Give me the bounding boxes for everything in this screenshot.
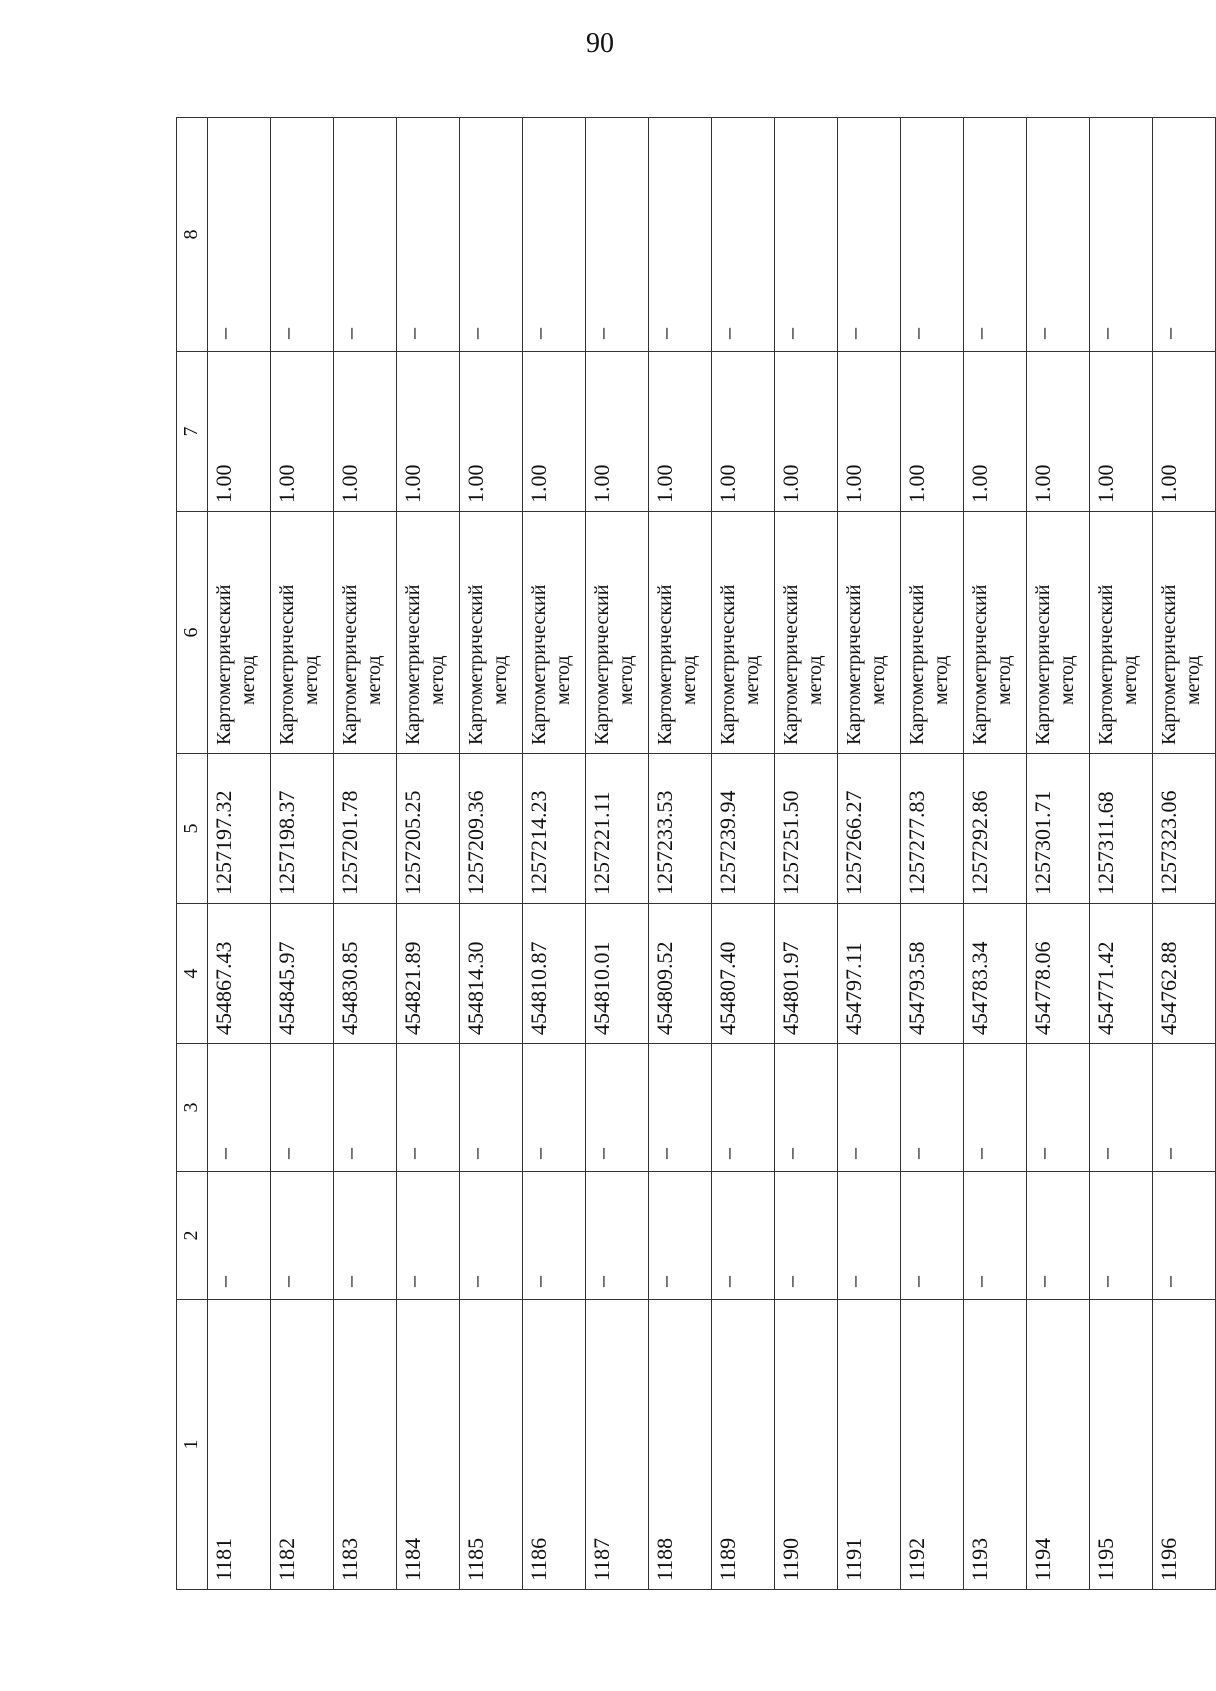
table-row bbox=[586, 118, 649, 1590]
method-line-1: Картометрический bbox=[1032, 584, 1054, 745]
point-number-cell: 1182 bbox=[271, 1300, 334, 1590]
y-coordinate-cell: 1257197.32 bbox=[208, 754, 271, 904]
y-coordinate-cell: 1257266.27 bbox=[838, 754, 901, 904]
point-number-cell: 1195 bbox=[1090, 1300, 1153, 1590]
x-coordinate-cell: 454814.30 bbox=[460, 904, 523, 1044]
column-8-cell: – bbox=[649, 118, 712, 352]
method-cell bbox=[334, 512, 397, 754]
column-header: 3 bbox=[177, 1044, 208, 1172]
y-coordinate-cell: 1257277.83 bbox=[901, 754, 964, 904]
method-line-1: Картометрический bbox=[591, 584, 613, 745]
column-8-cell: – bbox=[775, 118, 838, 352]
y-coordinate-cell: 1257233.53 bbox=[649, 754, 712, 904]
method-line-1: Картометрический bbox=[843, 584, 865, 745]
column-3-cell: – bbox=[208, 1044, 271, 1172]
column-header: 1 bbox=[177, 1300, 208, 1590]
table-row bbox=[649, 118, 712, 1590]
accuracy-cell: 1.00 bbox=[901, 352, 964, 512]
accuracy-cell: 1.00 bbox=[208, 352, 271, 512]
y-coordinate-cell: 1257198.37 bbox=[271, 754, 334, 904]
x-coordinate-cell: 454807.40 bbox=[712, 904, 775, 1044]
column-8-cell: – bbox=[460, 118, 523, 352]
column-3-cell: – bbox=[901, 1044, 964, 1172]
x-coordinate-cell: 454867.43 bbox=[208, 904, 271, 1044]
x-coordinate-cell: 454797.11 bbox=[838, 904, 901, 1044]
column-8-cell: – bbox=[271, 118, 334, 352]
table-row bbox=[334, 118, 397, 1590]
y-coordinate-cell: 1257239.94 bbox=[712, 754, 775, 904]
y-coordinate-cell: 1257214.23 bbox=[523, 754, 586, 904]
method-line-2: метод bbox=[489, 655, 511, 705]
accuracy-cell: 1.00 bbox=[397, 352, 460, 512]
x-coordinate-cell: 454810.01 bbox=[586, 904, 649, 1044]
point-number-cell: 1194 bbox=[1027, 1300, 1090, 1590]
column-2-cell: – bbox=[460, 1172, 523, 1300]
column-8-cell: – bbox=[208, 118, 271, 352]
method-line-1: Картометрический bbox=[906, 584, 928, 745]
table-row bbox=[397, 118, 460, 1590]
column-8-cell: – bbox=[1153, 118, 1216, 352]
point-number-cell: 1189 bbox=[712, 1300, 775, 1590]
accuracy-cell: 1.00 bbox=[838, 352, 901, 512]
method-cell bbox=[649, 512, 712, 754]
column-3-cell: – bbox=[397, 1044, 460, 1172]
y-coordinate-cell: 1257301.71 bbox=[1027, 754, 1090, 904]
column-3-cell: – bbox=[460, 1044, 523, 1172]
point-number-cell: 1190 bbox=[775, 1300, 838, 1590]
table-row bbox=[712, 118, 775, 1590]
column-3-cell: – bbox=[334, 1044, 397, 1172]
accuracy-cell: 1.00 bbox=[1027, 352, 1090, 512]
point-number-cell: 1183 bbox=[334, 1300, 397, 1590]
column-2-cell: – bbox=[838, 1172, 901, 1300]
column-8-cell: – bbox=[1090, 118, 1153, 352]
column-2-cell: – bbox=[1027, 1172, 1090, 1300]
method-line-1: Картометрический bbox=[528, 584, 550, 745]
column-8-cell: – bbox=[523, 118, 586, 352]
column-2-cell: – bbox=[586, 1172, 649, 1300]
table-header-row bbox=[177, 118, 208, 1590]
accuracy-cell: 1.00 bbox=[460, 352, 523, 512]
y-coordinate-cell: 1257201.78 bbox=[334, 754, 397, 904]
accuracy-cell: 1.00 bbox=[1090, 352, 1153, 512]
method-line-1: Картометрический bbox=[969, 584, 991, 745]
method-cell bbox=[775, 512, 838, 754]
y-coordinate-cell: 1257209.36 bbox=[460, 754, 523, 904]
rotated-table-frame bbox=[176, 118, 1204, 1590]
x-coordinate-cell: 454762.88 bbox=[1153, 904, 1216, 1044]
table-row bbox=[208, 118, 271, 1590]
method-line-2: метод bbox=[426, 655, 448, 705]
x-coordinate-cell: 454801.97 bbox=[775, 904, 838, 1044]
column-3-cell: – bbox=[712, 1044, 775, 1172]
method-cell bbox=[838, 512, 901, 754]
column-header: 6 bbox=[177, 512, 208, 754]
accuracy-cell: 1.00 bbox=[1153, 352, 1216, 512]
method-line-2: метод bbox=[1182, 655, 1204, 705]
point-number-cell: 1193 bbox=[964, 1300, 1027, 1590]
x-coordinate-cell: 454830.85 bbox=[334, 904, 397, 1044]
method-cell bbox=[901, 512, 964, 754]
method-line-1: Картометрический bbox=[276, 584, 298, 745]
column-2-cell: – bbox=[712, 1172, 775, 1300]
accuracy-cell: 1.00 bbox=[964, 352, 1027, 512]
method-line-1: Картометрический bbox=[339, 584, 361, 745]
method-line-1: Картометрический bbox=[1158, 584, 1180, 745]
method-cell bbox=[397, 512, 460, 754]
method-line-2: метод bbox=[1056, 655, 1078, 705]
method-line-2: метод bbox=[552, 655, 574, 705]
y-coordinate-cell: 1257251.50 bbox=[775, 754, 838, 904]
table-row bbox=[271, 118, 334, 1590]
column-8-cell: – bbox=[712, 118, 775, 352]
accuracy-cell: 1.00 bbox=[586, 352, 649, 512]
x-coordinate-cell: 454845.97 bbox=[271, 904, 334, 1044]
column-header: 2 bbox=[177, 1172, 208, 1300]
method-cell bbox=[1027, 512, 1090, 754]
table-row bbox=[1153, 118, 1216, 1590]
method-cell bbox=[586, 512, 649, 754]
method-line-1: Картометрический bbox=[654, 584, 676, 745]
y-coordinate-cell: 1257221.11 bbox=[586, 754, 649, 904]
column-3-cell: – bbox=[649, 1044, 712, 1172]
column-2-cell: – bbox=[271, 1172, 334, 1300]
method-line-2: метод bbox=[300, 655, 322, 705]
method-line-1: Картометрический bbox=[213, 584, 235, 745]
method-line-2: метод bbox=[363, 655, 385, 705]
table-row bbox=[775, 118, 838, 1590]
coordinates-table bbox=[176, 117, 1216, 1590]
x-coordinate-cell: 454793.58 bbox=[901, 904, 964, 1044]
column-2-cell: – bbox=[523, 1172, 586, 1300]
y-coordinate-cell: 1257292.86 bbox=[964, 754, 1027, 904]
y-coordinate-cell: 1257311.68 bbox=[1090, 754, 1153, 904]
x-coordinate-cell: 454783.34 bbox=[964, 904, 1027, 1044]
column-header: 7 bbox=[177, 352, 208, 512]
column-header: 5 bbox=[177, 754, 208, 904]
method-line-1: Картометрический bbox=[780, 584, 802, 745]
method-line-1: Картометрический bbox=[717, 584, 739, 745]
column-3-cell: – bbox=[271, 1044, 334, 1172]
column-2-cell: – bbox=[208, 1172, 271, 1300]
point-number-cell: 1184 bbox=[397, 1300, 460, 1590]
method-line-1: Картометрический bbox=[465, 584, 487, 745]
accuracy-cell: 1.00 bbox=[523, 352, 586, 512]
column-3-cell: – bbox=[1090, 1044, 1153, 1172]
column-3-cell: – bbox=[964, 1044, 1027, 1172]
method-line-2: метод bbox=[993, 655, 1015, 705]
method-cell bbox=[271, 512, 334, 754]
point-number-cell: 1185 bbox=[460, 1300, 523, 1590]
column-header: 8 bbox=[177, 118, 208, 352]
column-2-cell: – bbox=[1090, 1172, 1153, 1300]
method-line-2: метод bbox=[1119, 655, 1141, 705]
method-line-2: метод bbox=[615, 655, 637, 705]
column-3-cell: – bbox=[1153, 1044, 1216, 1172]
column-8-cell: – bbox=[586, 118, 649, 352]
method-cell bbox=[460, 512, 523, 754]
column-3-cell: – bbox=[586, 1044, 649, 1172]
method-line-2: метод bbox=[804, 655, 826, 705]
method-line-2: метод bbox=[930, 655, 952, 705]
column-2-cell: – bbox=[901, 1172, 964, 1300]
method-line-2: метод bbox=[867, 655, 889, 705]
point-number-cell: 1188 bbox=[649, 1300, 712, 1590]
method-cell bbox=[208, 512, 271, 754]
x-coordinate-cell: 454821.89 bbox=[397, 904, 460, 1044]
x-coordinate-cell: 454778.06 bbox=[1027, 904, 1090, 1044]
x-coordinate-cell: 454809.52 bbox=[649, 904, 712, 1044]
column-8-cell: – bbox=[964, 118, 1027, 352]
column-8-cell: – bbox=[901, 118, 964, 352]
method-cell bbox=[1090, 512, 1153, 754]
x-coordinate-cell: 454810.87 bbox=[523, 904, 586, 1044]
accuracy-cell: 1.00 bbox=[271, 352, 334, 512]
accuracy-cell: 1.00 bbox=[334, 352, 397, 512]
table-row bbox=[523, 118, 586, 1590]
column-2-cell: – bbox=[397, 1172, 460, 1300]
method-line-2: метод bbox=[678, 655, 700, 705]
point-number-cell: 1181 bbox=[208, 1300, 271, 1590]
method-cell bbox=[523, 512, 586, 754]
page-number: 90 bbox=[586, 28, 614, 59]
point-number-cell: 1191 bbox=[838, 1300, 901, 1590]
method-line-2: метод bbox=[741, 655, 763, 705]
column-3-cell: – bbox=[1027, 1044, 1090, 1172]
table-row bbox=[964, 118, 1027, 1590]
column-2-cell: – bbox=[334, 1172, 397, 1300]
method-cell bbox=[964, 512, 1027, 754]
y-coordinate-cell: 1257323.06 bbox=[1153, 754, 1216, 904]
x-coordinate-cell: 454771.42 bbox=[1090, 904, 1153, 1044]
point-number-cell: 1186 bbox=[523, 1300, 586, 1590]
column-3-cell: – bbox=[838, 1044, 901, 1172]
table-container bbox=[176, 118, 1204, 1590]
column-8-cell: – bbox=[334, 118, 397, 352]
accuracy-cell: 1.00 bbox=[649, 352, 712, 512]
column-2-cell: – bbox=[775, 1172, 838, 1300]
column-2-cell: – bbox=[649, 1172, 712, 1300]
column-3-cell: – bbox=[523, 1044, 586, 1172]
accuracy-cell: 1.00 bbox=[712, 352, 775, 512]
method-cell bbox=[1153, 512, 1216, 754]
method-cell bbox=[712, 512, 775, 754]
column-8-cell: – bbox=[838, 118, 901, 352]
column-8-cell: – bbox=[397, 118, 460, 352]
column-3-cell: – bbox=[775, 1044, 838, 1172]
column-header: 4 bbox=[177, 904, 208, 1044]
table-row bbox=[460, 118, 523, 1590]
method-line-1: Картометрический bbox=[402, 584, 424, 745]
point-number-cell: 1187 bbox=[586, 1300, 649, 1590]
column-2-cell: – bbox=[964, 1172, 1027, 1300]
point-number-cell: 1192 bbox=[901, 1300, 964, 1590]
table-row bbox=[838, 118, 901, 1590]
method-line-2: метод bbox=[237, 655, 259, 705]
point-number-cell: 1196 bbox=[1153, 1300, 1216, 1590]
column-8-cell: – bbox=[1027, 118, 1090, 352]
column-2-cell: – bbox=[1153, 1172, 1216, 1300]
table-row bbox=[901, 118, 964, 1590]
table-row bbox=[1027, 118, 1090, 1590]
y-coordinate-cell: 1257205.25 bbox=[397, 754, 460, 904]
method-line-1: Картометрический bbox=[1095, 584, 1117, 745]
table-row bbox=[1090, 118, 1153, 1590]
accuracy-cell: 1.00 bbox=[775, 352, 838, 512]
